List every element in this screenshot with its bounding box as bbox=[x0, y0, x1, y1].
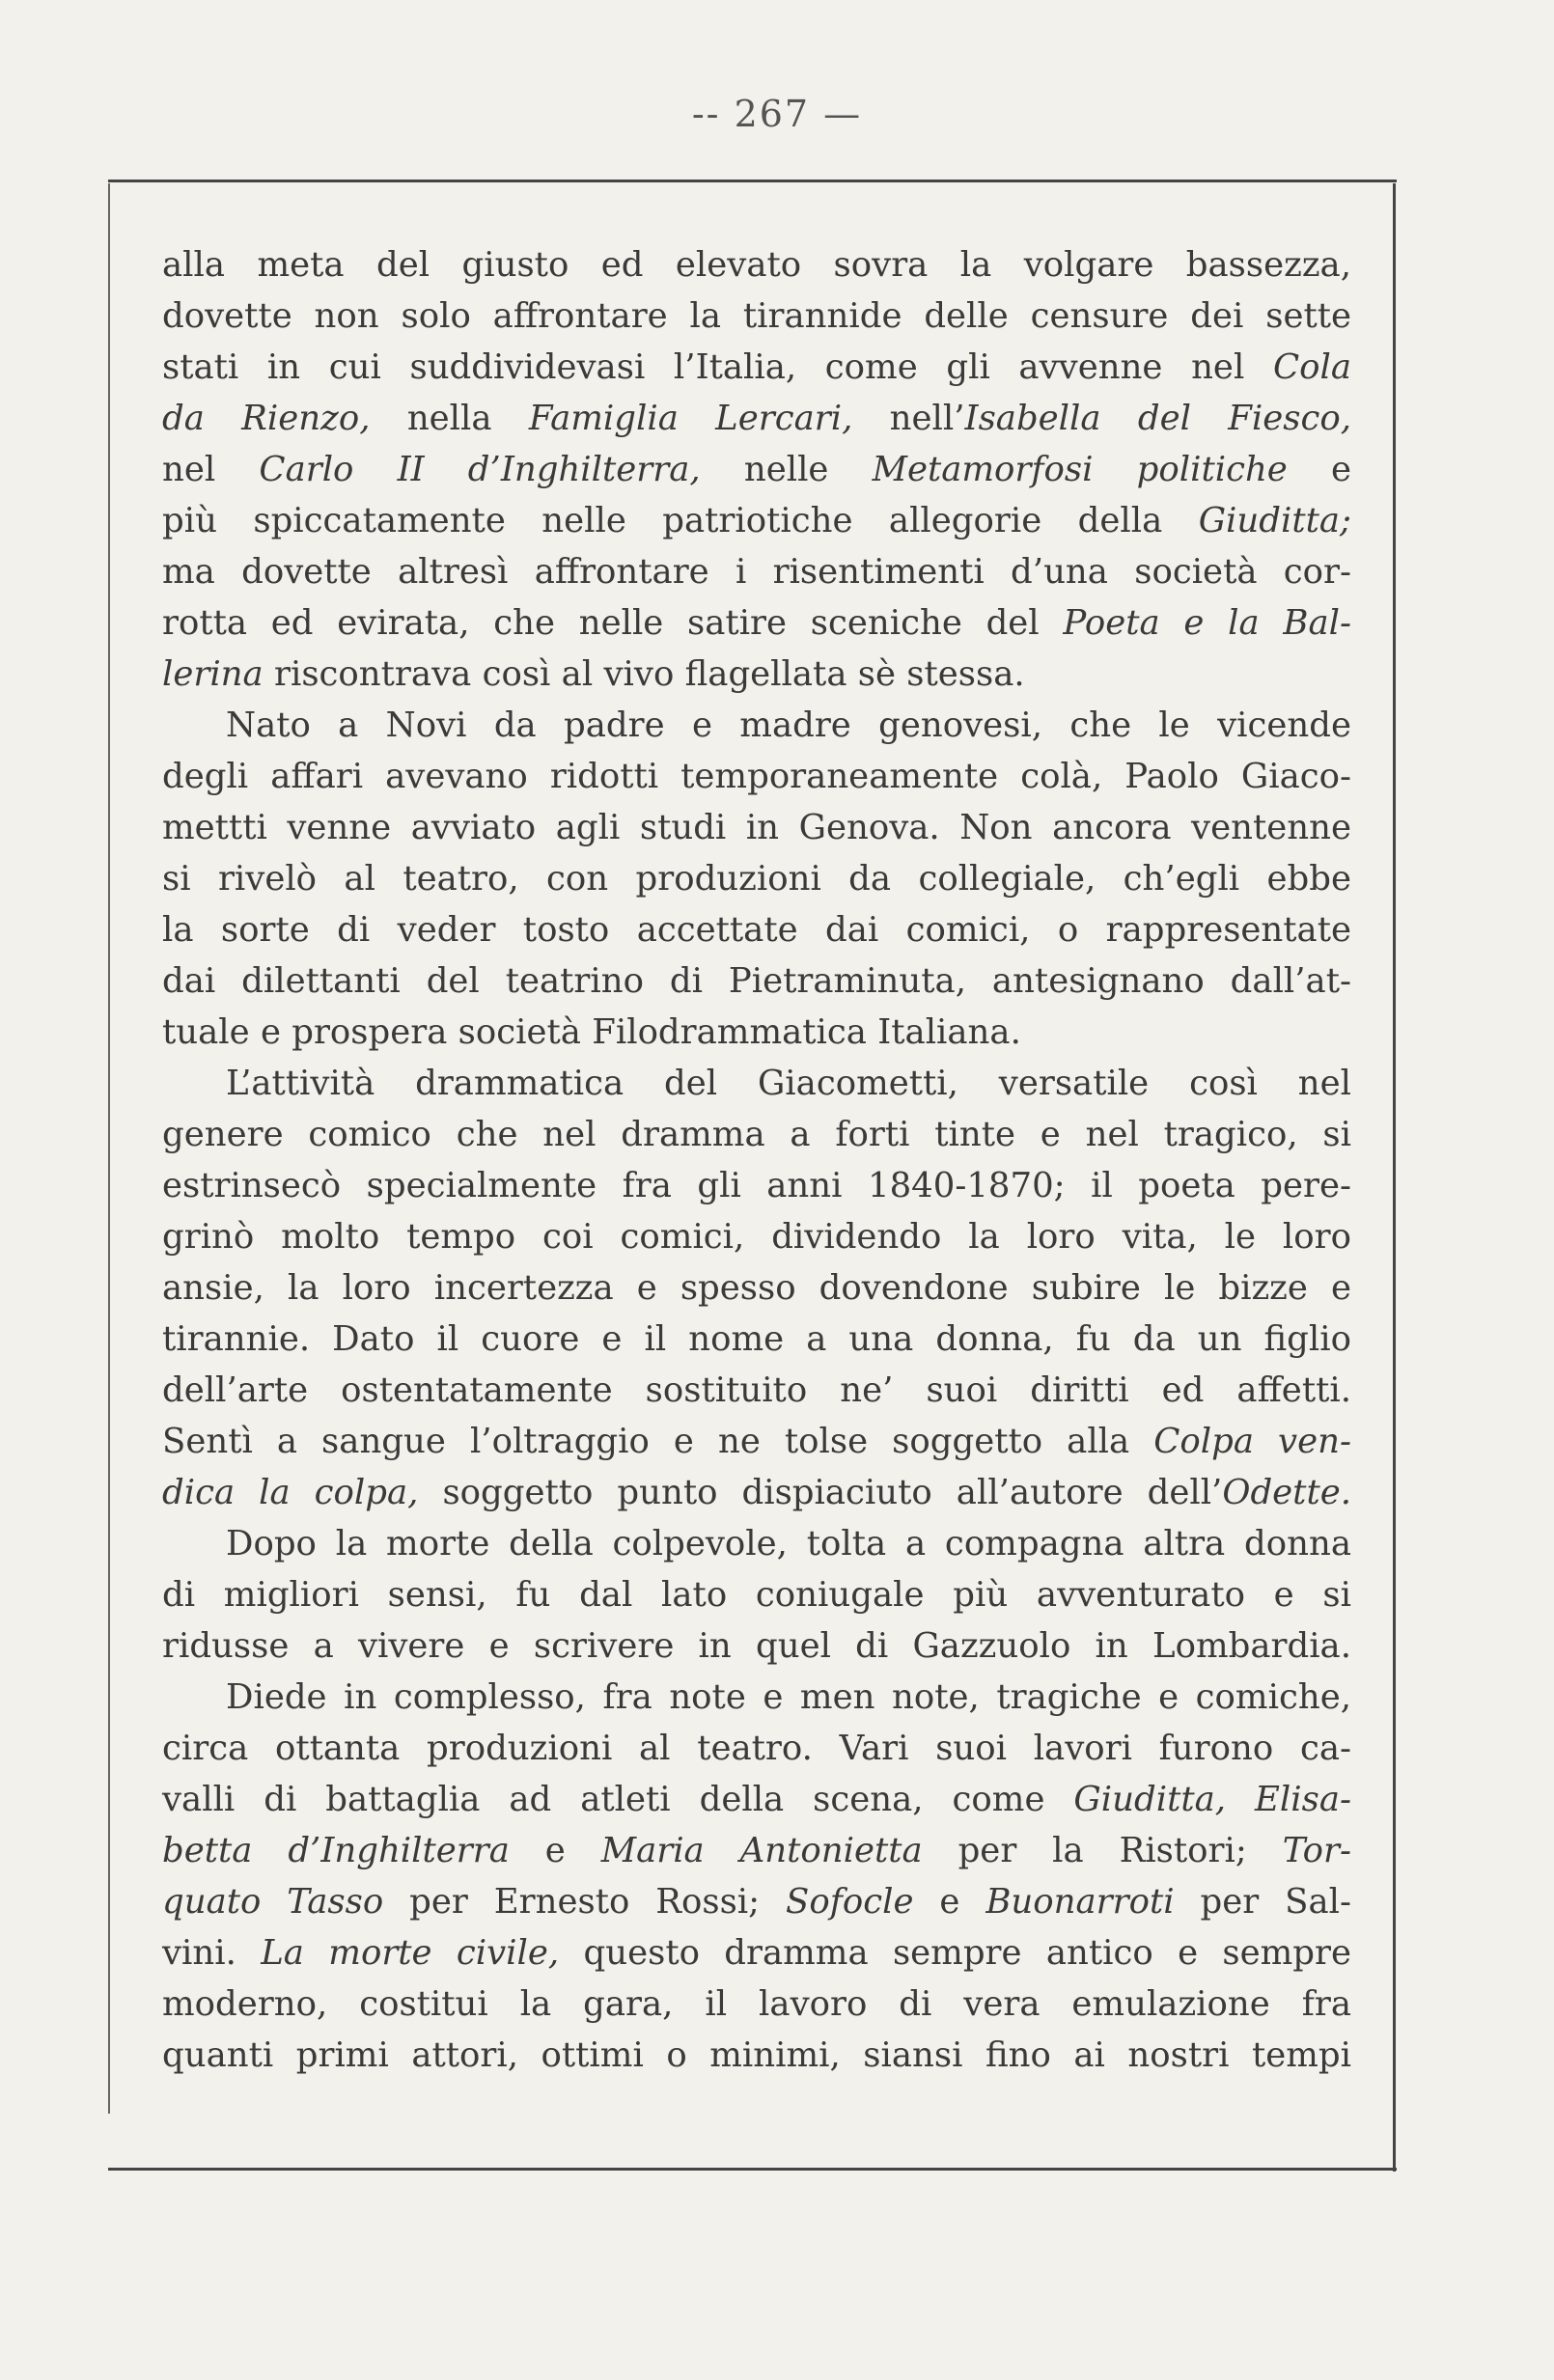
italic-title: Isabella del Fiesco, bbox=[964, 399, 1351, 438]
italic-title: da Rienzo, bbox=[162, 399, 371, 438]
italic-title: Sofocle bbox=[786, 1882, 914, 1922]
text-segment: per Sal- bbox=[1174, 1882, 1351, 1922]
italic-title: lerina bbox=[162, 654, 264, 694]
text-segment: nelle bbox=[700, 450, 873, 489]
text-line bbox=[162, 1314, 1351, 1365]
text-segment: tirannie. Dato il cuore e il nome a una donna, fu da un figlio bbox=[162, 1319, 1351, 1359]
text-line bbox=[162, 239, 1351, 291]
italic-title: Cola bbox=[1272, 347, 1351, 387]
italic-title: Buonarroti bbox=[985, 1882, 1175, 1922]
text-line bbox=[162, 1109, 1351, 1160]
text-segment: per la Ristori; bbox=[922, 1831, 1283, 1870]
italic-title: quato Tasso bbox=[162, 1882, 384, 1922]
left-rule bbox=[108, 183, 110, 2114]
text-segment: nel bbox=[162, 450, 260, 489]
italic-title: Metamorfosi politiche bbox=[872, 450, 1288, 489]
text-segment: e bbox=[913, 1882, 986, 1922]
text-line bbox=[162, 1262, 1351, 1314]
text-segment: degli affari avevano ridotti temporaneamente colà, Paolo Giaco- bbox=[162, 757, 1351, 796]
text-segment: e bbox=[1287, 450, 1352, 489]
italic-title: Carlo II d’Inghilterra, bbox=[259, 450, 701, 489]
text-segment: più spiccatamente nelle patriotiche allegorie della bbox=[162, 501, 1199, 540]
bottom-rule bbox=[108, 2168, 1397, 2171]
text-line bbox=[162, 904, 1351, 955]
text-segment: Diede in complesso, fra note e men note, tragiche e comiche, bbox=[226, 1677, 1351, 1717]
text-line bbox=[162, 1058, 1351, 1109]
italic-title: Colpa ven- bbox=[1153, 1422, 1351, 1461]
italic-title: Giuditta, Elisa- bbox=[1073, 1780, 1352, 1819]
text-segment: quanti primi attori, ottimi o minimi, siansi fino ai nostri tempi bbox=[162, 2035, 1351, 2075]
italic-title: betta d’Inghilterra bbox=[162, 1831, 510, 1870]
text-segment: mettti venne avviato agli studi in Genova. Non ancora ventenne bbox=[162, 808, 1351, 847]
text-segment: Nato a Novi da padre e madre genovesi, che le vicende bbox=[226, 706, 1351, 745]
text-line bbox=[162, 955, 1351, 1007]
text-line bbox=[162, 751, 1351, 802]
text-segment: stati in cui suddividevasi l’Italia, come gli avvenne nel bbox=[162, 347, 1273, 387]
text-line bbox=[162, 1007, 1351, 1058]
text-segment: rotta ed evirata, che nelle satire sceniche del bbox=[162, 603, 1064, 643]
text-segment: genere comico che nel dramma a forti tinte e nel tragico, si bbox=[162, 1115, 1351, 1154]
text-line bbox=[162, 1467, 1351, 1518]
text-line bbox=[162, 1416, 1351, 1467]
text-segment: Dopo la morte della colpevole, tolta a compagna altra donna bbox=[226, 1524, 1351, 1564]
italic-title: La morte civile, bbox=[261, 1933, 560, 1973]
text-line bbox=[162, 1620, 1351, 1672]
italic-title: Maria Antonietta bbox=[600, 1831, 923, 1870]
italic-title: dica la colpa, bbox=[162, 1473, 419, 1512]
text-line bbox=[162, 597, 1351, 649]
body-text bbox=[162, 239, 1351, 2081]
text-line bbox=[162, 649, 1351, 700]
text-segment: riscontrava così al vivo flagellata sè stessa. bbox=[263, 654, 1025, 694]
text-segment: soggetto punto dispiaciuto all’autore dell’ bbox=[418, 1473, 1223, 1512]
text-line bbox=[162, 1825, 1351, 1876]
text-line bbox=[162, 1365, 1351, 1416]
text-line bbox=[162, 700, 1351, 751]
text-segment: e bbox=[509, 1831, 601, 1870]
text-segment: ma dovette altresì affrontare i risentimenti d’una società cor- bbox=[162, 552, 1351, 592]
text-line bbox=[162, 342, 1351, 393]
text-segment: circa ottanta produzioni al teatro. Vari suoi lavori furono ca- bbox=[162, 1729, 1351, 1768]
text-segment: tuale e prospera società Filodrammatica Italiana. bbox=[162, 1012, 1021, 1052]
text-line bbox=[162, 802, 1351, 853]
text-line bbox=[162, 1518, 1351, 1569]
text-line bbox=[162, 1876, 1351, 1927]
text-segment: dai dilettanti del teatrino di Pietraminuta, antesignano dall’at- bbox=[162, 961, 1351, 1001]
text-segment: L’attività drammatica del Giacometti, versatile così nel bbox=[226, 1064, 1351, 1103]
text-line bbox=[162, 853, 1351, 904]
right-rule bbox=[1393, 183, 1396, 2172]
text-line bbox=[162, 291, 1351, 342]
text-segment: vini. bbox=[162, 1933, 262, 1973]
text-segment: moderno, costitui la gara, il lavoro di vera emulazione fra bbox=[162, 1984, 1351, 2024]
italic-title: Giuditta; bbox=[1198, 501, 1351, 540]
text-segment: grinò molto tempo coi comici, dividendo la loro vita, le loro bbox=[162, 1217, 1351, 1257]
text-line bbox=[162, 1211, 1351, 1262]
text-segment: questo dramma sempre antico e sempre bbox=[559, 1933, 1351, 1973]
text-segment: di migliori sensi, fu dal lato coniugale più avventurato e si bbox=[162, 1575, 1351, 1615]
text-line bbox=[162, 1723, 1351, 1774]
italic-title: Odette. bbox=[1222, 1473, 1352, 1512]
text-segment: valli di battaglia ad atleti della scena, come bbox=[162, 1780, 1074, 1819]
text-segment: per Ernesto Rossi; bbox=[383, 1882, 787, 1922]
text-line bbox=[162, 1569, 1351, 1620]
page-number: -- 267 — bbox=[691, 93, 863, 135]
text-line bbox=[162, 495, 1351, 546]
text-segment: dell’arte ostentatamente sostituito ne’ suoi diritti ed affetti. bbox=[162, 1370, 1351, 1410]
text-line bbox=[162, 444, 1351, 495]
text-line bbox=[162, 546, 1351, 597]
text-segment: estrinsecò specialmente fra gli anni 1840-1870; il poeta pere- bbox=[162, 1166, 1351, 1205]
text-line bbox=[162, 1927, 1351, 1979]
text-segment: dovette non solo affrontare la tirannide delle censure dei sette bbox=[162, 296, 1351, 336]
text-line bbox=[162, 1774, 1351, 1825]
top-rule bbox=[108, 180, 1397, 182]
text-segment: si rivelò al teatro, con produzioni da collegiale, ch’egli ebbe bbox=[162, 859, 1351, 899]
text-line bbox=[162, 2030, 1351, 2081]
text-segment: nell’ bbox=[852, 399, 965, 438]
italic-title: Tor- bbox=[1282, 1831, 1351, 1870]
text-line bbox=[162, 1979, 1351, 2030]
italic-title: Famiglia Lercari, bbox=[528, 399, 853, 438]
text-line bbox=[162, 393, 1351, 444]
text-segment: Sentì a sangue l’oltraggio e ne tolse soggetto alla bbox=[162, 1422, 1154, 1461]
text-segment: nella bbox=[370, 399, 529, 438]
text-segment: la sorte di veder tosto accettate dai comici, o rappresentate bbox=[162, 910, 1351, 950]
text-line bbox=[162, 1672, 1351, 1723]
text-segment: alla meta del giusto ed elevato sovra la volgare bassezza, bbox=[162, 245, 1351, 285]
italic-title: Poeta e la Bal- bbox=[1063, 603, 1351, 643]
text-segment: ridusse a vivere e scrivere in quel di Gazzuolo in Lombardia. bbox=[162, 1626, 1351, 1666]
text-segment: ansie, la loro incertezza e spesso dovendone subire le bizze e bbox=[162, 1268, 1351, 1308]
text-line bbox=[162, 1160, 1351, 1211]
